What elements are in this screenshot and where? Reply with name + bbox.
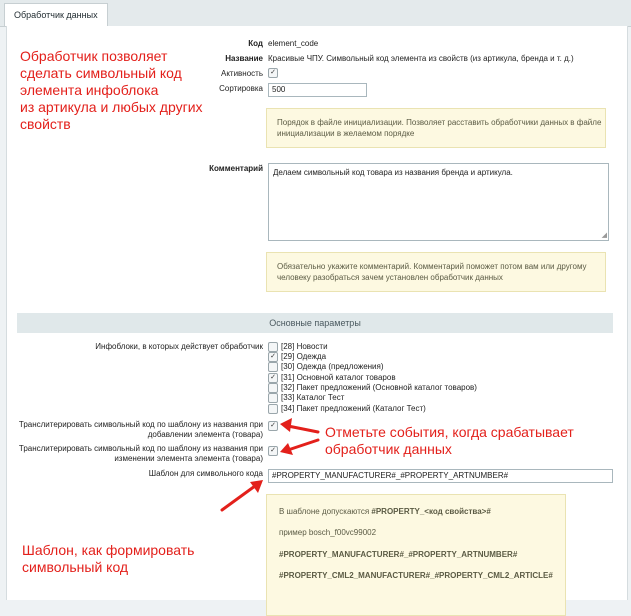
name-label: Название	[225, 54, 263, 63]
template-note-line2: пример bosch_f00vc99002	[279, 528, 377, 537]
iblocks-label: Инфоблоки, в которых действует обработчик	[95, 342, 263, 351]
iblock-label-32: [32] Пакет предложений (Основной каталог товаров)	[281, 383, 477, 392]
tab-data-handler[interactable]: Обработчик данных	[4, 3, 108, 26]
sort-note-line2: инициализации в желаемом порядке	[277, 129, 415, 138]
sort-input[interactable]: 500	[268, 83, 367, 97]
name-value: Красивые ЧПУ. Символьный код элемента из свойств (из артикула, бренда и т. д.)	[268, 54, 574, 63]
iblock-label-33: [33] Каталог Тест	[281, 393, 345, 402]
translit-edit-line2: изменении элемента элемента (товара)	[114, 454, 263, 463]
arrow-template	[222, 486, 255, 510]
iblock-label-34: [34] Пакет предложений (Каталог Тест)	[281, 404, 426, 413]
iblock-label-30: [30] Одежда (предложения)	[281, 362, 384, 371]
resize-handle-icon[interactable]: ◢	[601, 232, 607, 239]
annotation-top-line3: элемента инфоблока	[20, 82, 159, 98]
comment-label: Комментарий	[209, 164, 263, 173]
sort-label: Сортировка	[219, 84, 263, 93]
translit-edit-line1: Транслитерировать символьный код по шаблону из названия при	[18, 444, 263, 453]
template-note-bold: #PROPERTY_<код свойства>#	[371, 507, 491, 516]
comment-text: Делаем символьный код товара из названия бренда и артикула.	[273, 168, 513, 177]
template-note-prefix: В шаблоне допускаются	[279, 507, 372, 516]
annotation-top-line2: сделать символьный код	[20, 65, 182, 81]
annotation-top-line4: из артикула и любых других	[20, 99, 203, 115]
translit-add-line2: добавлении элемента (товара)	[147, 430, 263, 439]
arrow-edit-event	[288, 440, 318, 450]
active-label: Активность	[220, 69, 263, 78]
active-checkbox[interactable]: ✓	[268, 68, 278, 78]
code-value: element_code	[268, 39, 319, 48]
iblock-label-28: [28] Новости	[281, 342, 328, 351]
template-input[interactable]: #PROPERTY_MANUFACTURER#_#PROPERTY_ARTNUMBER#	[268, 469, 613, 483]
annotation-template-line1: Шаблон, как формировать	[22, 542, 195, 558]
iblock-label-31: [31] Основной каталог товаров	[281, 373, 396, 382]
template-note-line3: #PROPERTY_MANUFACTURER#_#PROPERTY_ARTNUMBER#	[279, 550, 518, 559]
translit-edit-checkbox[interactable]: ✓	[268, 446, 278, 456]
translit-add-checkbox[interactable]: ✓	[268, 421, 278, 431]
translit-add-line1: Транслитерировать символьный код по шаблону из названия при	[18, 420, 263, 429]
arrow-add-event	[288, 426, 318, 432]
comment-note-line1: Обязательно укажите комментарий. Комментарий поможет потом вам или другому	[277, 262, 587, 271]
code-label: Код	[248, 39, 263, 48]
template-note-line4: #PROPERTY_CML2_MANUFACTURER#_#PROPERTY_CML2_ARTICLE#	[279, 571, 553, 580]
annotation-top-line1: Обработчик позволяет	[20, 48, 168, 64]
sort-note-line1: Порядок в файле инициализации. Позволяет расставить обработчики данных в файле	[277, 118, 602, 127]
annotation-events-line2: обработчик данных	[325, 441, 452, 457]
arrowhead-add-event	[280, 418, 292, 432]
annotation-top-line5: свойств	[20, 116, 71, 132]
annotation-template-line2: символьный код	[22, 559, 129, 575]
section-header: Основные параметры	[17, 313, 613, 333]
iblock-checkbox-29[interactable]: ✓	[268, 352, 278, 362]
comment-note-line2: человеку разобраться зачем установлен обработчик данных	[277, 273, 503, 282]
iblock-checkbox-31[interactable]: ✓	[268, 373, 278, 383]
template-label: Шаблон для символьного кода	[148, 469, 263, 478]
annotation-events-line1: Отметьте события, когда срабатывает	[325, 424, 574, 440]
iblock-label-29: [29] Одежда	[281, 352, 327, 361]
